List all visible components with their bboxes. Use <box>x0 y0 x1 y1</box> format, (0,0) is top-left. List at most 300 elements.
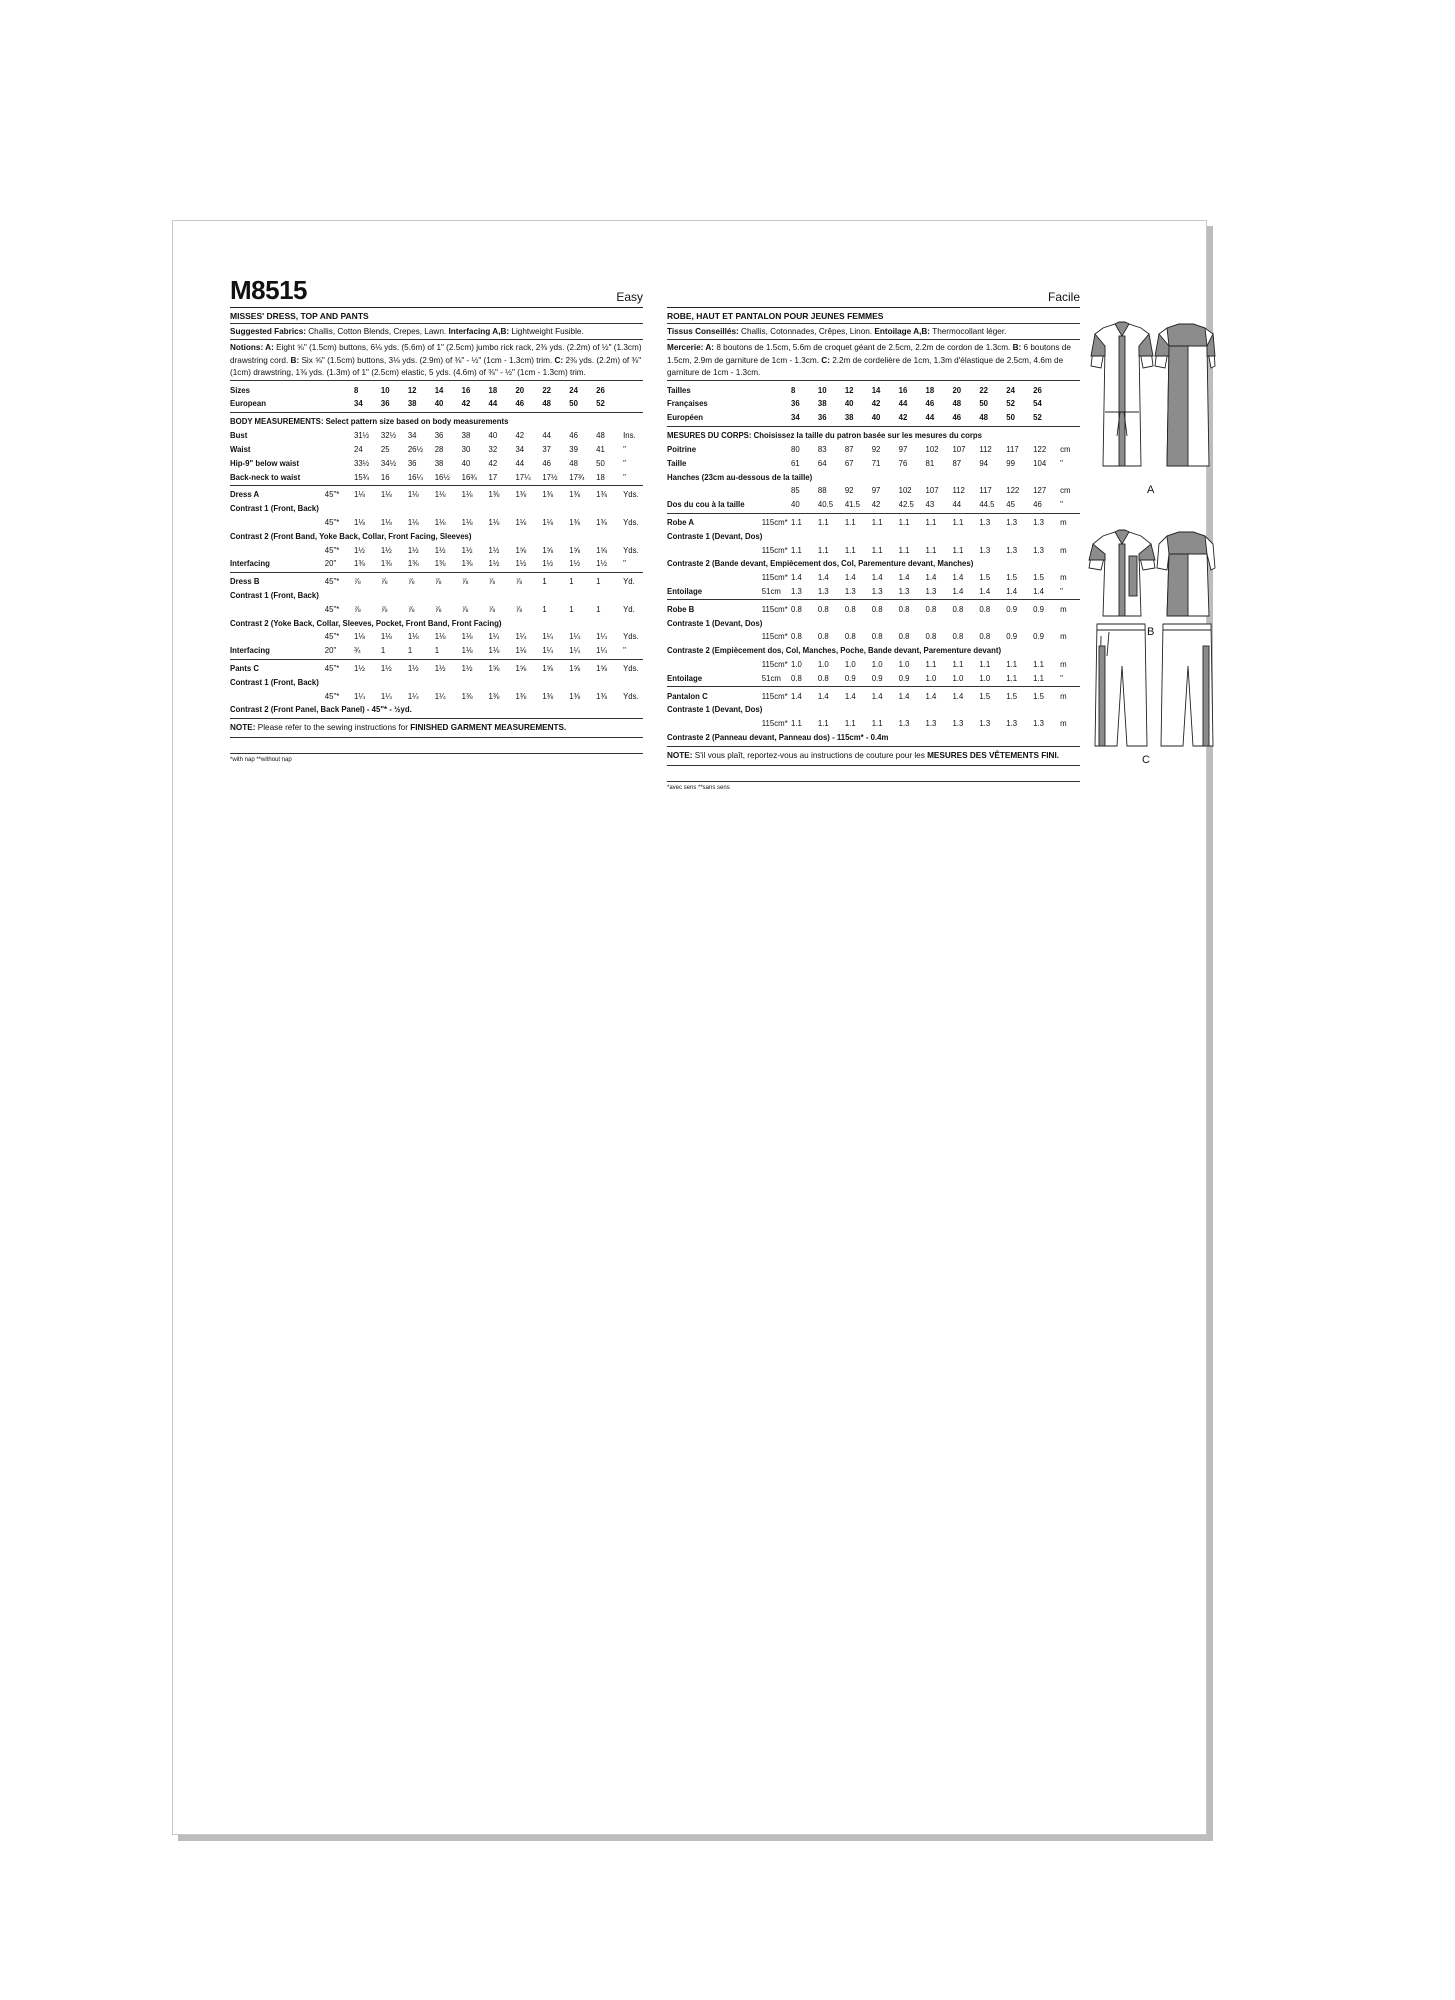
fabric-width <box>325 456 354 470</box>
value-cell: 1.4 <box>1033 586 1044 596</box>
unit-cell: Yd. <box>623 604 635 614</box>
value-cell: 1.4 <box>898 691 910 701</box>
value-cell: 1.3 <box>1033 545 1044 555</box>
fabric-width: 45"* <box>324 490 340 500</box>
value-cell: 8 <box>791 385 796 395</box>
note-label-fr: NOTE: <box>667 750 693 760</box>
row-label: Entoilage <box>667 586 703 596</box>
value-cell: 1.4 <box>979 586 991 596</box>
body-measurements <box>230 413 643 486</box>
tailles-row <box>667 383 1080 397</box>
value-cell: 1 <box>596 577 601 587</box>
notions-section-fr <box>667 340 1080 381</box>
value-cell: 1.3 <box>898 719 910 729</box>
value-cell: 38 <box>844 413 854 423</box>
dress-a-illustration <box>1087 316 1217 486</box>
value-cell: 1½ <box>380 545 392 555</box>
value-cell: 1⅛ <box>407 517 419 527</box>
value-cell: 1⅛ <box>380 490 392 500</box>
value-cell: 37 <box>542 444 552 454</box>
value-cell: 1⅜ <box>380 559 392 569</box>
value-cell: 1⅛ <box>461 632 473 642</box>
contrast1-heading <box>230 675 643 689</box>
value-cell: 85 <box>791 486 800 496</box>
value-cell: 40 <box>434 399 444 409</box>
value-cell: 1⅛ <box>380 517 392 527</box>
value-cell: 33½ <box>354 458 370 468</box>
value-cell: 1⅛ <box>542 517 554 527</box>
unit-cell <box>1060 397 1080 411</box>
english-column <box>230 271 643 763</box>
value-cell: 117 <box>979 486 992 496</box>
fabric-width: 115cm* <box>761 659 788 669</box>
figure-a-label: A <box>1147 484 1155 496</box>
body-row-poitrine <box>667 443 1080 457</box>
value-cell: 25 <box>380 444 390 454</box>
value-cell: 39 <box>569 444 578 454</box>
unit-cell: Yds. <box>623 632 639 642</box>
row-label: Taille <box>667 458 687 468</box>
value-cell: 44 <box>488 399 498 409</box>
interfacing-label-fr: Entoilage A,B: <box>874 327 931 336</box>
value-cell: 1⅛ <box>407 490 419 500</box>
header-fr <box>667 271 1080 308</box>
row-label <box>230 516 325 530</box>
fabric-width <box>325 397 354 411</box>
contrast1-heading <box>230 502 643 516</box>
note-bold: FINISHED GARMENT MEASUREMENTS. <box>410 722 567 732</box>
unit-cell: m <box>1060 632 1067 642</box>
value-cell: 40 <box>488 431 498 441</box>
value-cell: 1.1 <box>791 719 802 729</box>
value-cell: 1.4 <box>1006 586 1018 596</box>
section-label: Contraste 2 (Bande devant, Empiècement dos, Col, Parementure devant, Manches) <box>667 559 974 569</box>
contrast1-row <box>230 689 643 703</box>
value-cell: ⅞ <box>434 604 442 614</box>
value-cell: 88 <box>817 486 827 496</box>
value-cell: 0.8 <box>979 632 991 642</box>
europeen-row <box>667 411 1080 425</box>
value-cell: 10 <box>817 385 827 395</box>
value-cell: 1.4 <box>817 691 829 701</box>
fabric-width <box>762 498 791 512</box>
value-cell: 1¼ <box>515 632 527 642</box>
value-cell: 0.8 <box>817 673 829 683</box>
value-cell: 41.5 <box>844 500 860 510</box>
pants-c-yardage <box>230 660 643 719</box>
value-cell: 1⅝ <box>515 663 527 673</box>
unit-cell: Yd. <box>623 577 635 587</box>
value-cell: 1.3 <box>1006 545 1018 555</box>
value-cell: 1 <box>542 604 547 614</box>
value-cell: 36 <box>380 399 390 409</box>
row-label: European <box>230 399 266 409</box>
value-cell: 1.0 <box>952 673 964 683</box>
value-cell: 0.9 <box>1006 632 1018 642</box>
contrast2-heading <box>667 557 1080 571</box>
figure-a <box>1087 316 1217 496</box>
row-label: Dress A <box>230 490 260 500</box>
value-cell: 76 <box>898 458 908 468</box>
value-cell: 1.4 <box>952 586 964 596</box>
contrast1-heading <box>667 703 1080 717</box>
value-cell: 0.8 <box>791 632 802 642</box>
value-cell: 1⅜ <box>542 691 554 701</box>
value-cell: 117 <box>1006 444 1019 454</box>
value-cell: 1¼ <box>354 691 365 701</box>
value-cell: 1 <box>596 604 601 614</box>
value-cell: 1.5 <box>979 691 991 701</box>
body-row-dos <box>667 498 1080 512</box>
unit-cell: m <box>1060 659 1067 669</box>
value-cell: 1.4 <box>952 691 964 701</box>
unit-cell: m <box>1060 573 1067 583</box>
unit-cell: Yds. <box>623 663 639 673</box>
value-cell: 1.4 <box>952 573 964 583</box>
value-cell: 1.4 <box>925 691 937 701</box>
unit-cell: " <box>623 472 626 482</box>
value-cell: 1.3 <box>979 719 991 729</box>
value-cell: 28 <box>434 444 444 454</box>
unit-cell: Yds. <box>623 517 639 527</box>
fabric-width: 45"* <box>324 577 340 587</box>
value-cell: 1⅛ <box>434 632 446 642</box>
value-cell: 1½ <box>596 559 607 569</box>
value-cell: 1.5 <box>1033 573 1044 583</box>
fabric-width: 115cm* <box>761 719 788 729</box>
value-cell: 18 <box>925 385 935 395</box>
value-cell: 1.3 <box>817 586 829 596</box>
value-cell: 12 <box>407 385 417 395</box>
value-cell: 1.1 <box>952 545 964 555</box>
notions-c-label-fr: C: <box>821 355 830 365</box>
value-cell: 48 <box>569 458 578 468</box>
value-cell: 1½ <box>354 663 365 673</box>
value-cell: 1.1 <box>898 517 910 527</box>
value-cell: 32½ <box>380 431 397 441</box>
value-cell: 1.4 <box>898 573 910 583</box>
value-cell: ⅞ <box>461 577 469 587</box>
value-cell: 30 <box>461 444 471 454</box>
value-cell: 50 <box>569 399 578 409</box>
value-cell: 16¾ <box>461 472 477 482</box>
row-label: Tailles <box>667 385 691 395</box>
unit-cell <box>1060 411 1080 425</box>
value-cell: 1½ <box>488 559 500 569</box>
value-cell: 1⅜ <box>488 691 500 701</box>
fabric-width <box>762 397 791 411</box>
value-cell: 1.3 <box>898 586 910 596</box>
unit-cell: Yds. <box>623 691 639 701</box>
value-cell: 1.1 <box>925 545 937 555</box>
value-cell: 1¼ <box>380 691 392 701</box>
value-cell: 41 <box>596 444 605 454</box>
value-cell: 1.1 <box>791 545 802 555</box>
value-cell: 1.1 <box>871 719 883 729</box>
value-cell: ⅞ <box>434 577 442 587</box>
fabric-width <box>325 383 354 397</box>
fabrics-section-fr <box>667 324 1080 340</box>
value-cell: 61 <box>791 458 800 468</box>
dress-b-yardage <box>230 573 643 660</box>
main-fabric-row <box>230 488 643 502</box>
pantalon-c-contrast2: Contraste 2 (Panneau devant, Panneau dos) - 115cm* - 0.4m <box>667 732 889 742</box>
figure-c-label: C <box>1142 754 1150 766</box>
fabric-width <box>325 443 354 457</box>
value-cell: 1¼ <box>542 632 554 642</box>
body-measurements-heading: BODY MEASUREMENTS: Select pattern size based on body measurements <box>230 416 509 426</box>
body-row-hanches <box>667 484 1080 498</box>
unit-cell: Ins. <box>623 431 636 441</box>
unit-cell: " <box>1060 673 1063 683</box>
value-cell: 1⅜ <box>434 559 446 569</box>
value-cell: 1¼ <box>569 632 581 642</box>
footnote-fr: *avec sens **sans sens <box>667 781 1080 791</box>
contrast2-row <box>230 543 643 557</box>
value-cell: 104 <box>1033 458 1047 468</box>
value-cell: 87 <box>952 458 962 468</box>
body-row-taille <box>667 456 1080 470</box>
value-cell: 92 <box>871 444 881 454</box>
fabric-width: 51cm <box>761 586 781 596</box>
value-cell: 34 <box>791 413 800 423</box>
value-cell: 1⅜ <box>596 691 607 701</box>
note-bold-fr: MESURES DES VÊTEMENTS FINI. <box>927 750 1060 760</box>
value-cell: 99 <box>1006 458 1015 468</box>
value-cell: 1⅝ <box>569 545 581 555</box>
contrast1-row <box>667 543 1080 557</box>
value-cell: 1.1 <box>925 517 937 527</box>
value-cell: 1½ <box>407 663 419 673</box>
fabric-width: 115cm* <box>761 517 788 527</box>
value-cell: 1½ <box>569 559 581 569</box>
difficulty-level: Easy <box>616 290 643 304</box>
main-fabric-row <box>230 662 643 676</box>
value-cell: 1¼ <box>488 632 500 642</box>
value-cell: 1.4 <box>791 691 802 701</box>
value-cell: 1⅛ <box>515 646 527 656</box>
unit-cell: m <box>1060 604 1067 614</box>
value-cell: 1⅜ <box>515 691 527 701</box>
value-cell: 50 <box>1006 413 1015 423</box>
unit-cell: " <box>623 458 626 468</box>
value-cell: 45 <box>1006 500 1015 510</box>
unit-cell: Yds. <box>623 490 639 500</box>
value-cell: 92 <box>844 486 854 496</box>
value-cell: 1⅜ <box>569 691 581 701</box>
value-cell: 1.3 <box>871 586 883 596</box>
fabrics-label: Suggested Fabrics: <box>230 327 306 336</box>
section-label: Contrast 2 (Yoke Back, Collar, Sleeves, Pocket, Front Band, Front Facing) <box>230 618 502 628</box>
sizes-row <box>230 383 643 397</box>
fabric-width: 45"* <box>324 545 340 555</box>
value-cell: 1.3 <box>1033 517 1044 527</box>
value-cell: 107 <box>925 486 939 496</box>
value-cell: 97 <box>898 444 908 454</box>
value-cell: 80 <box>791 444 800 454</box>
value-cell: 1.1 <box>817 517 829 527</box>
value-cell: 1⅜ <box>515 490 527 500</box>
value-cell: 1 <box>407 646 413 656</box>
fabric-width: 45"* <box>324 517 340 527</box>
value-cell: ⅞ <box>488 577 496 587</box>
notions-c-text: 2⅜ yds. (2.2m) of ⅜" (1cm) drawstring, 1⅜ yds. (1.3m) of 1" (2.5cm) elastic, 5 yds. (4.6m) of ⅜" - ½" (1cm - 1.3cm) trim. <box>230 355 642 377</box>
value-cell: 0.9 <box>1033 632 1044 642</box>
unit-cell <box>623 383 643 397</box>
finished-measurements-note-fr <box>667 747 1080 766</box>
value-cell: 44 <box>515 458 525 468</box>
fabric-width <box>762 456 791 470</box>
european-row <box>230 397 643 411</box>
value-cell: 1⅜ <box>542 490 554 500</box>
fabric-width <box>762 484 791 498</box>
value-cell: 38 <box>461 431 471 441</box>
value-cell: 42 <box>515 431 525 441</box>
value-cell: ⅞ <box>515 577 522 587</box>
fabric-width: 115cm* <box>761 604 788 614</box>
fabric-width: 115cm* <box>761 691 788 701</box>
section-label: Hanches (23cm au-dessous de la taille) <box>667 472 813 482</box>
robe-a-yardage <box>667 514 1080 601</box>
value-cell: 26 <box>1033 385 1042 395</box>
value-cell: 42 <box>871 500 881 510</box>
value-cell: 1¼ <box>542 646 554 656</box>
unit-cell: cm <box>1060 444 1071 454</box>
value-cell: 31½ <box>354 431 370 441</box>
unit-cell: " <box>623 444 626 454</box>
row-label: Poitrine <box>667 444 697 454</box>
value-cell: 1½ <box>434 545 446 555</box>
contrast2-heading <box>230 616 643 630</box>
value-cell: 32 <box>488 444 498 454</box>
value-cell: 0.9 <box>1006 604 1018 614</box>
value-cell: 40.5 <box>817 500 834 510</box>
value-cell: 10 <box>380 385 390 395</box>
value-cell: 1.3 <box>844 586 856 596</box>
row-label: Back-neck to waist <box>230 472 301 482</box>
row-label: Pants C <box>230 663 260 673</box>
value-cell: 34 <box>407 431 417 441</box>
value-cell: 1⅝ <box>542 545 554 555</box>
value-cell: 0.9 <box>1033 604 1044 614</box>
value-cell: 1.1 <box>898 545 910 555</box>
header <box>230 271 643 308</box>
section-label: Contraste 1 (Devant, Dos) <box>667 705 763 715</box>
fabric-width: 51cm <box>761 673 781 683</box>
notions-text-fr: 8 boutons de 1.5cm, 5.6m de croquet géant de 2.5cm, 2.2m de cordon de 1.3cm. <box>716 343 1011 353</box>
value-cell: 26 <box>596 385 605 395</box>
interfacing-text-fr: Thermocollant léger. <box>932 327 1007 336</box>
row-label: Françaises <box>667 399 708 409</box>
value-cell: 1¼ <box>569 646 581 656</box>
value-cell: 36 <box>407 458 417 468</box>
value-cell: 1.1 <box>1033 659 1044 669</box>
value-cell: ⅞ <box>407 577 415 587</box>
value-cell: ⅞ <box>407 604 415 614</box>
value-cell: 48 <box>596 431 605 441</box>
value-cell: 46 <box>542 458 552 468</box>
value-cell: 38 <box>434 458 444 468</box>
value-cell: 50 <box>596 458 605 468</box>
section-label: Contraste 1 (Devant, Dos) <box>667 531 763 541</box>
value-cell: 1⅛ <box>380 632 392 642</box>
value-cell: 42 <box>488 458 498 468</box>
value-cell: 36 <box>434 431 444 441</box>
robe-b-yardage <box>667 600 1080 687</box>
value-cell: 38 <box>407 399 417 409</box>
value-cell: 122 <box>1033 444 1047 454</box>
fabric-width <box>325 470 354 484</box>
value-cell: 1⅝ <box>542 663 554 673</box>
value-cell: 1.5 <box>1033 691 1044 701</box>
fabric-width: 115cm* <box>761 545 788 555</box>
body-measurements-heading-fr: MESURES DU CORPS: Choisissez la taille du patron basée sur les mesures du corps <box>667 430 982 440</box>
value-cell: 1.1 <box>844 719 856 729</box>
value-cell: 20 <box>952 385 962 395</box>
fabric-width <box>325 429 354 443</box>
value-cell: 1⅛ <box>434 517 446 527</box>
value-cell: 0.8 <box>844 604 856 614</box>
contrast2-heading <box>667 644 1080 658</box>
value-cell: 1.3 <box>791 586 802 596</box>
interfacing-row <box>667 671 1080 685</box>
value-cell: 1½ <box>354 545 365 555</box>
value-cell: 1⅛ <box>354 490 365 500</box>
value-cell: 1 <box>380 646 386 656</box>
francaises-row <box>667 397 1080 411</box>
contrast2-row <box>667 658 1080 672</box>
value-cell: 1.4 <box>871 573 883 583</box>
value-cell: 1.1 <box>871 545 883 555</box>
value-cell: 1⅜ <box>596 490 607 500</box>
value-cell: 42 <box>871 399 881 409</box>
value-cell: 1.5 <box>1006 573 1018 583</box>
fabric-width: 45"* <box>324 632 340 642</box>
value-cell: 40 <box>844 399 854 409</box>
row-label <box>230 543 325 557</box>
value-cell: 14 <box>871 385 881 395</box>
notions-c-label: C: <box>554 355 564 365</box>
interfacing-row <box>230 557 643 571</box>
value-cell: 52 <box>1033 413 1042 423</box>
value-cell: 46 <box>925 399 935 409</box>
unit-cell: " <box>1060 458 1063 468</box>
value-cell: ⅞ <box>380 604 388 614</box>
value-cell: 16½ <box>434 472 450 482</box>
value-cell: 1.0 <box>791 659 802 669</box>
value-cell: 1.1 <box>979 659 991 669</box>
fabric-width <box>762 411 791 425</box>
section-label: Contraste 1 (Devant, Dos) <box>667 618 763 628</box>
value-cell: 1½ <box>434 663 446 673</box>
value-cell: 1.3 <box>952 719 964 729</box>
value-cell: 17 <box>488 472 498 482</box>
value-cell: 112 <box>952 486 965 496</box>
value-cell: 83 <box>817 444 827 454</box>
main-fabric-row <box>667 689 1080 703</box>
main-fabric-row <box>667 516 1080 530</box>
value-cell: 97 <box>871 486 881 496</box>
value-cell: 1.0 <box>925 673 937 683</box>
value-cell: 1⅜ <box>461 559 473 569</box>
value-cell: ⅞ <box>461 604 469 614</box>
row-label: Robe A <box>667 517 694 527</box>
fabrics-text: Challis, Cotton Blends, Crepes, Lawn. <box>308 327 447 336</box>
value-cell: 1⅜ <box>569 490 581 500</box>
value-cell: 48 <box>542 399 552 409</box>
value-cell: 34½ <box>380 458 397 468</box>
pattern-envelope-back <box>172 220 1207 1835</box>
